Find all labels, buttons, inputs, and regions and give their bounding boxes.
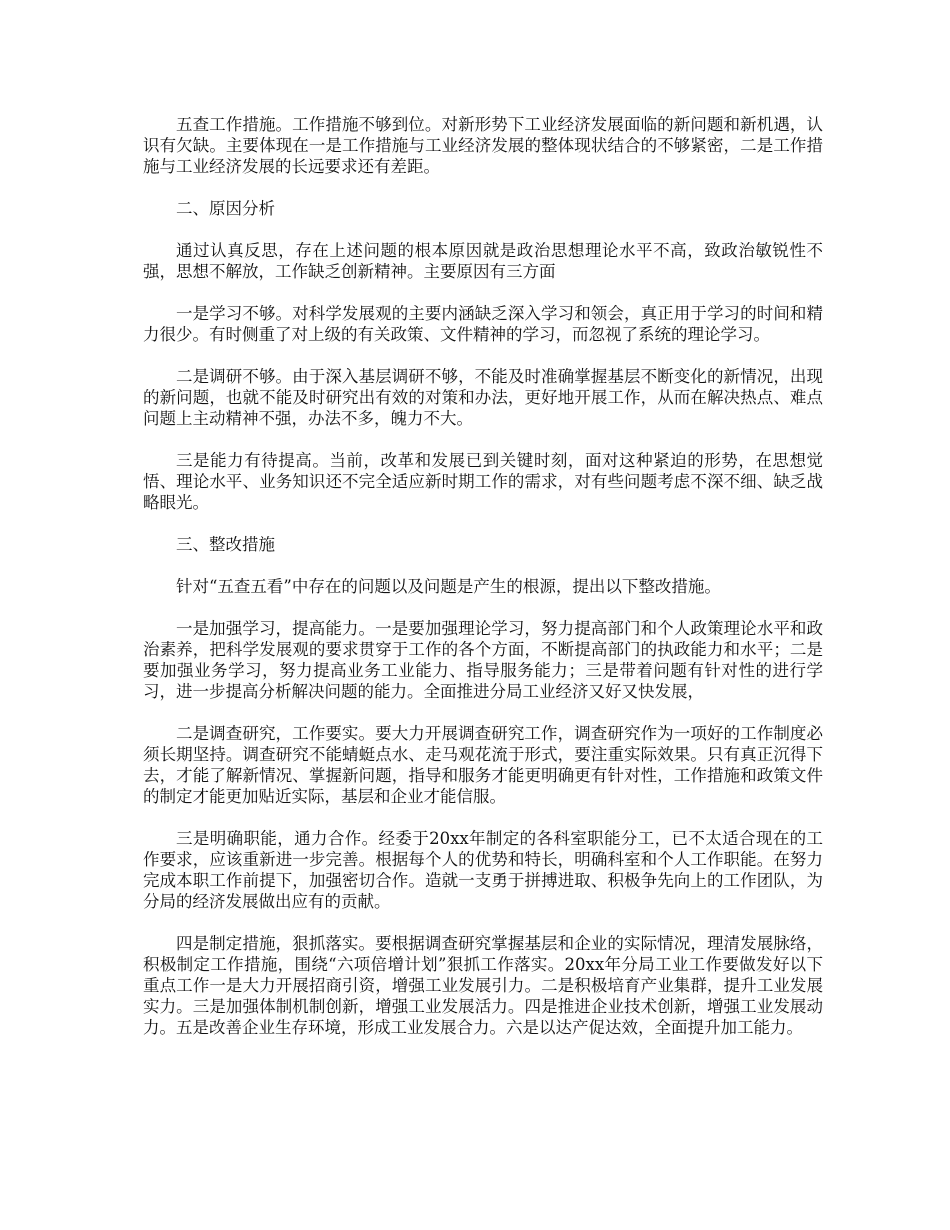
paragraph-investigation-research: 二是调查研究，工作要实。要大力开展调查研究工作，调查研究作为一项好的工作制度必须长期坚持。调查研究不能蜻蜓点水、走马观花流于形式，要注重实际效果。只有真正沉得下去，才能了解新情况、掌握新问题，指导和服务才能更明确更有针对性，工作措施和政策文件的制定才能更加贴近实际，基层和企业才能信服。 (143, 724, 823, 806)
section-heading-rectification: 三、整改措施 (176, 535, 275, 554)
paragraph-five-check-measures: 五查工作措施。工作措施不够到位。对新形势下工业经济发展面临的新问题和新机遇，认识有欠缺。主要体现在一是工作措施与工业经济发展的整体现状结合的不够紧密，二是工作措施与工业经济发展的长远要求还有差距。 (143, 115, 823, 176)
paragraph-root-cause: 通过认真反思，存在上述问题的根本原因就是政治思想理论水平不高，致政治敏锐性不强，思想不解放，工作缺乏创新精神。主要原因有三方面 (143, 241, 823, 281)
paragraph-clarify-functions: 三是明确职能，通力合作。经委于20xx年制定的各科室职能分工，已不太适合现在的工作要求，应该重新进一步完善。根据每个人的优势和特长，明确科室和个人工作职能。在努力完成本职工作前提下，加强密切合作。造就一支勇于拼搏进取、积极争先向上的工作团队，为分局的经济发展做出应有的贡献。 (143, 829, 823, 911)
paragraph-implement-measures: 四是制定措施，狠抓落实。要根据调查研究掌握基层和企业的实际情况，理清发展脉络，积极制定工作措施，围绕“六项倍增计划”狠抓工作落实。20xx年分局工业工作要做发好以下重点工作一是大力开展招商引资，增强工业发展引力。二是积极培育产业集群，提升工业发展实力。三是加强体制机制创新，增强工业发展活力。四是推进企业技术创新，增强工业发展动力。五是改善企业生存环境，形成工业发展合力。六是以达产促达效，全面提升加工能力。 (143, 934, 823, 1037)
paragraph-rectification-intro: 针对“五查五看”中存在的问题以及问题是产生的根源，提出以下整改措施。 (176, 577, 721, 596)
paragraph-insufficient-study: 一是学习不够。对科学发展观的主要内涵缺乏深入学习和领会，真正用于学习的时间和精力很少。有时侧重了对上级的有关政策、文件精神的学习，而忽视了系统的理论学习。 (143, 304, 823, 344)
paragraph-ability-improvement: 三是能力有待提高。当前，改革和发展已到关键时刻，面对这种紧迫的形势，在思想觉悟、理论水平、业务知识还不完全适应新时期工作的需求，对有些问题考虑不深不细、缺乏战略眼光。 (143, 451, 823, 512)
paragraph-strengthen-study: 一是加强学习，提高能力。一是要加强理论学习，努力提高部门和个人政策理论水平和政治素养，把科学发展观的要求贯穿于工作的各个方面，不断提高部门的执政能力和水平；二是要加强业务学习，努力提高业务工业能力、指导服务能力；三是带着问题有针对性的进行学习，进一步提高分析解决问题的能力。全面推进分局工业经济又好又快发展， (143, 619, 823, 701)
section-heading-cause-analysis: 二、原因分析 (176, 199, 275, 218)
document-page (143, 114, 823, 1059)
paragraph-insufficient-research: 二是调研不够。由于深入基层调研不够，不能及时准确掌握基层不断变化的新情况，出现的新问题，也就不能及时研究出有效的对策和办法，更好地开展工作，从而在解决热点、难点问题上主动精神不强，办法不多，魄力不大。 (143, 367, 823, 428)
